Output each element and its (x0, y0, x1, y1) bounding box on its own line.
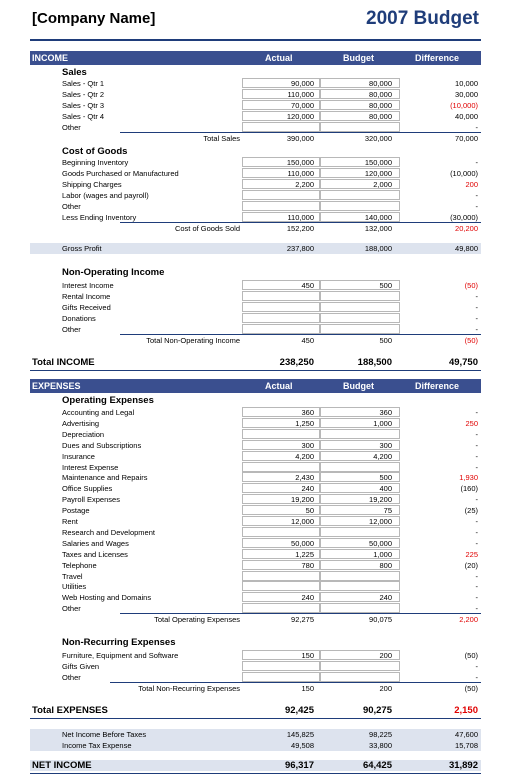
difference-value: - (475, 538, 478, 548)
difference-value: - (475, 202, 478, 211)
row-label: Other (62, 604, 81, 614)
line-item-row (0, 571, 517, 582)
line-item-row (0, 527, 517, 538)
line-item-row (0, 418, 517, 429)
actual-value: 240 (301, 593, 314, 603)
budget-value: 1,000 (373, 549, 392, 559)
line-item-row (0, 407, 517, 418)
difference-value: 47,600 (455, 730, 478, 739)
actual-value: 780 (301, 560, 314, 570)
difference-value: 15,708 (455, 741, 478, 750)
actual-value: 145,825 (286, 730, 314, 739)
row-label: Other (62, 325, 81, 334)
row-label: Total Sales (203, 134, 240, 143)
difference-value: 250 (465, 418, 478, 428)
actual-value: 300 (301, 440, 314, 450)
col-budget-header: Budget (343, 53, 374, 63)
line-item-row (0, 650, 517, 661)
company-name: [Company Name] (32, 10, 156, 27)
line-item-row (0, 549, 517, 560)
row-label: Interest Income (62, 281, 114, 290)
actual-value: 150 (301, 651, 314, 660)
difference-value: - (475, 440, 478, 450)
subsection-title: Non-Operating Income (62, 267, 165, 278)
actual-value: 390,000 (286, 134, 314, 143)
difference-value: - (475, 517, 478, 526)
difference-value: 10,000 (455, 79, 478, 88)
row-label: Maintenance and Repairs (62, 473, 148, 483)
row-label: Rent (62, 517, 78, 526)
actual-value: 110,000 (287, 213, 314, 222)
row-label: Salaries and Wages (62, 538, 129, 548)
line-item-row (0, 538, 517, 549)
row-label: Web Hosting and Domains (62, 593, 152, 603)
budget-value: 188,000 (364, 244, 392, 253)
line-item-row (0, 313, 517, 324)
budget-value: 98,225 (369, 730, 392, 739)
budget-input-cell[interactable] (320, 581, 400, 591)
row-label: Payroll Expenses (62, 495, 120, 505)
budget-value: 200 (379, 684, 392, 693)
grand-total-actual: 238,250 (279, 357, 314, 368)
row-label: Interest Expense (62, 462, 119, 472)
actual-value: 92,275 (291, 615, 314, 624)
row-label: Rental Income (62, 292, 111, 301)
difference-value: - (475, 604, 478, 614)
col-budget-header: Budget (343, 381, 374, 391)
budget-value: 140,000 (364, 213, 392, 222)
row-label: Travel (62, 571, 83, 581)
col-difference-header: Difference (415, 53, 460, 63)
subsection-title: Operating Expenses (62, 395, 154, 406)
budget-input-cell[interactable] (320, 571, 400, 581)
budget-input-cell[interactable] (320, 429, 400, 439)
budget-input-cell[interactable] (320, 302, 400, 312)
actual-input-cell[interactable] (242, 429, 320, 439)
actual-input-cell[interactable] (242, 302, 320, 312)
row-label: Other (62, 673, 81, 682)
difference-value: 40,000 (455, 112, 478, 121)
row-label: Postage (62, 506, 90, 516)
row-label: Total Non-Operating Income (146, 336, 240, 345)
actual-value: 12,000 (291, 517, 314, 526)
line-item-row (0, 302, 517, 313)
row-label: Insurance (62, 451, 95, 461)
line-item-row (0, 560, 517, 571)
actual-value: 1,250 (295, 418, 314, 428)
difference-value: - (475, 571, 478, 581)
row-label: Income Tax Expense (62, 741, 132, 750)
row-label: Office Supplies (62, 484, 113, 494)
line-item-row (0, 483, 517, 494)
budget-value: 400 (379, 484, 392, 494)
budget-value: 75 (383, 506, 392, 516)
row-label: Donations (62, 314, 96, 323)
actual-input-cell[interactable] (242, 313, 320, 323)
grand-total-budget: 90,275 (362, 705, 392, 716)
row-label: Sales - Qtr 2 (62, 90, 105, 99)
section-title: EXPENSES (32, 381, 81, 391)
actual-value: 110,000 (287, 90, 314, 99)
difference-value: 49,800 (455, 244, 478, 253)
actual-value: 120,000 (286, 112, 314, 121)
line-item-row (0, 429, 517, 440)
actual-input-cell[interactable] (242, 201, 320, 211)
line-item-row (0, 111, 517, 122)
grand-total-budget: 188,500 (357, 357, 392, 368)
row-label: Sales - Qtr 4 (62, 112, 105, 121)
grand-total-difference: 49,750 (448, 357, 478, 368)
budget-value: 132,000 (364, 224, 392, 233)
budget-input-cell[interactable] (320, 291, 400, 301)
budget-value: 320,000 (364, 134, 392, 143)
actual-value: 19,200 (291, 495, 314, 505)
budget-value: 360 (379, 408, 392, 417)
actual-value: 70,000 (291, 101, 314, 110)
row-label: Furniture, Equipment and Software (62, 651, 179, 660)
actual-value: 50 (305, 506, 314, 516)
difference-value: (30,000) (450, 213, 478, 222)
row-label: Gross Profit (62, 244, 102, 253)
col-actual-header: Actual (265, 53, 293, 63)
grand-total-row (30, 355, 481, 371)
row-label: Sales - Qtr 1 (62, 79, 105, 88)
actual-input-cell[interactable] (242, 527, 320, 537)
budget-input-cell[interactable] (320, 603, 400, 613)
difference-value: (50) (464, 281, 478, 290)
difference-value: (10,000) (450, 169, 478, 178)
line-item-row (0, 472, 517, 483)
line-item-row (0, 740, 517, 751)
grand-total-budget: 64,425 (362, 760, 392, 771)
section-header (30, 379, 481, 393)
grand-total-difference: 31,892 (448, 760, 478, 771)
difference-value: - (475, 314, 478, 323)
row-label: Goods Purchased or Manufactured (62, 169, 179, 178)
actual-value: 450 (301, 336, 314, 345)
budget-value: 500 (379, 473, 392, 483)
difference-value: (50) (464, 336, 478, 345)
actual-value: 110,000 (287, 169, 314, 178)
actual-value: 50,000 (291, 538, 314, 548)
difference-value: - (475, 429, 478, 439)
row-label: Dues and Subscriptions (62, 440, 142, 450)
difference-value: (25) (464, 506, 478, 516)
subsection-title: Non-Recurring Expenses (62, 637, 176, 648)
line-item-row (0, 451, 517, 462)
row-label: Utilities (62, 582, 87, 592)
row-label: Other (62, 123, 81, 132)
actual-value: 360 (301, 408, 314, 417)
line-item-row (0, 89, 517, 100)
row-label: Total Non-Recurring Expenses (138, 684, 240, 693)
difference-value: (10,000) (450, 101, 478, 110)
budget-value: 33,800 (369, 741, 392, 750)
row-label: Cost of Goods Sold (174, 224, 240, 233)
line-item-row (0, 592, 517, 603)
budget-input-cell[interactable] (320, 462, 400, 472)
row-label: Telephone (62, 560, 97, 570)
actual-input-cell[interactable] (242, 291, 320, 301)
row-label: Shipping Charges (62, 180, 122, 189)
budget-input-cell[interactable] (320, 190, 400, 200)
budget-value: 150,000 (364, 158, 392, 167)
budget-value: 500 (379, 281, 392, 290)
budget-value: 80,000 (369, 101, 392, 110)
actual-input-cell[interactable] (242, 581, 320, 591)
row-label: Less Ending Inventory (62, 213, 137, 222)
row-label: Research and Development (62, 527, 155, 537)
grand-total-actual: 96,317 (284, 760, 314, 771)
subtotal-row (0, 614, 517, 625)
difference-value: (20) (464, 560, 478, 570)
line-item-row (0, 168, 517, 179)
budget-title: 2007 Budget (366, 8, 479, 29)
row-label: Sales - Qtr 3 (62, 101, 105, 110)
line-item-row (0, 581, 517, 592)
difference-value: - (475, 527, 478, 537)
actual-input-cell[interactable] (242, 122, 320, 132)
difference-value: (160) (460, 484, 478, 494)
budget-input-cell[interactable] (320, 324, 400, 334)
row-label: Taxes and Licenses (62, 549, 128, 559)
subtotal-row (0, 223, 517, 234)
budget-value: 300 (379, 440, 392, 450)
difference-value: - (475, 495, 478, 505)
row-label: Depreciation (62, 429, 105, 439)
difference-value: - (475, 593, 478, 603)
budget-input-cell[interactable] (320, 661, 400, 671)
actual-value: 49,508 (291, 741, 314, 750)
line-item-row (0, 661, 517, 672)
actual-value: 2,200 (295, 180, 314, 189)
row-label: Total Operating Expenses (154, 615, 240, 624)
difference-value: - (475, 292, 478, 301)
difference-value: 70,000 (455, 134, 478, 143)
line-item-row (0, 505, 517, 516)
difference-value: - (475, 123, 478, 132)
actual-input-cell[interactable] (242, 190, 320, 200)
budget-value: 90,075 (369, 615, 392, 624)
budget-value: 50,000 (369, 538, 392, 548)
difference-value: 1,930 (459, 473, 478, 483)
actual-value: 450 (301, 281, 314, 290)
row-label: Gifts Given (62, 662, 100, 671)
actual-value: 237,800 (286, 244, 314, 253)
actual-input-cell[interactable] (242, 462, 320, 472)
grand-total-row (30, 703, 481, 719)
line-item-row (0, 280, 517, 291)
budget-input-cell[interactable] (320, 201, 400, 211)
line-item-row (0, 157, 517, 168)
difference-value: - (475, 673, 478, 682)
grand-total-actual: 92,425 (284, 705, 314, 716)
difference-value: (50) (464, 684, 478, 693)
budget-value: 240 (379, 593, 392, 603)
budget-value: 1,000 (373, 418, 392, 428)
section-header (30, 51, 481, 65)
line-item-row (0, 516, 517, 527)
actual-value: 150,000 (286, 158, 314, 167)
budget-value: 80,000 (369, 79, 392, 88)
line-item-row (0, 78, 517, 89)
row-label: Gifts Received (62, 303, 111, 312)
actual-value: 2,430 (295, 473, 314, 483)
difference-value: - (475, 408, 478, 417)
line-item-row (0, 494, 517, 505)
difference-value: - (475, 325, 478, 334)
actual-value: 90,000 (291, 79, 314, 88)
subtotal-row (0, 683, 517, 694)
actual-value: 150 (301, 684, 314, 693)
difference-value: - (475, 662, 478, 671)
difference-value: 225 (465, 549, 478, 559)
difference-value: - (475, 462, 478, 472)
budget-input-cell[interactable] (320, 122, 400, 132)
actual-input-cell[interactable] (242, 672, 320, 682)
line-item-row (0, 243, 517, 254)
row-label: Labor (wages and payroll) (62, 191, 149, 200)
budget-value: 500 (379, 336, 392, 345)
line-item-row (0, 100, 517, 111)
actual-value: 240 (301, 484, 314, 494)
difference-value: - (475, 303, 478, 312)
actual-value: 152,200 (286, 224, 314, 233)
budget-value: 19,200 (369, 495, 392, 505)
title-rule (30, 39, 481, 41)
grand-total-difference: 2,150 (454, 705, 478, 716)
budget-input-cell[interactable] (320, 313, 400, 323)
subtotal-row (0, 133, 517, 144)
section-title: INCOME (32, 53, 68, 63)
difference-value: 20,200 (455, 224, 478, 233)
actual-value: 1,225 (295, 549, 314, 559)
row-label: Net Income Before Taxes (62, 730, 147, 739)
subtotal-row (0, 335, 517, 346)
line-item-row (0, 201, 517, 212)
actual-input-cell[interactable] (242, 661, 320, 671)
row-label: Other (62, 202, 81, 211)
line-item-row (0, 291, 517, 302)
subsection-title: Cost of Goods (62, 146, 128, 157)
budget-value: 80,000 (369, 112, 392, 121)
row-label: Accounting and Legal (62, 408, 135, 417)
budget-value: 120,000 (364, 169, 392, 178)
difference-value: - (475, 191, 478, 200)
budget-value: 200 (379, 651, 392, 660)
line-item-row (0, 179, 517, 190)
difference-value: - (475, 158, 478, 167)
difference-value: 2,200 (459, 615, 478, 624)
line-item-row (0, 462, 517, 473)
subsection-title: Sales (62, 67, 87, 78)
row-label: Advertising (62, 418, 100, 428)
budget-value: 12,000 (369, 517, 392, 526)
grand-total-row (30, 758, 481, 774)
grand-total-label: Total INCOME (32, 357, 95, 368)
budget-value: 800 (379, 560, 392, 570)
col-difference-header: Difference (415, 381, 460, 391)
grand-total-label: NET INCOME (32, 760, 92, 771)
line-item-row (0, 190, 517, 201)
line-item-row (0, 440, 517, 451)
difference-value: (50) (464, 651, 478, 660)
budget-value: 80,000 (369, 90, 392, 99)
budget-value: 2,000 (373, 180, 392, 189)
line-item-row (0, 729, 517, 740)
budget-input-cell[interactable] (320, 527, 400, 537)
actual-value: 4,200 (295, 451, 314, 461)
difference-value: 200 (465, 180, 478, 189)
difference-value: - (475, 582, 478, 592)
actual-input-cell[interactable] (242, 571, 320, 581)
budget-input-cell[interactable] (320, 672, 400, 682)
col-actual-header: Actual (265, 381, 293, 391)
grand-total-label: Total EXPENSES (32, 705, 108, 716)
actual-input-cell[interactable] (242, 324, 320, 334)
difference-value: 30,000 (455, 90, 478, 99)
row-label: Beginning Inventory (62, 158, 129, 167)
budget-value: 4,200 (373, 451, 392, 461)
difference-value: - (475, 451, 478, 461)
actual-input-cell[interactable] (242, 603, 320, 613)
